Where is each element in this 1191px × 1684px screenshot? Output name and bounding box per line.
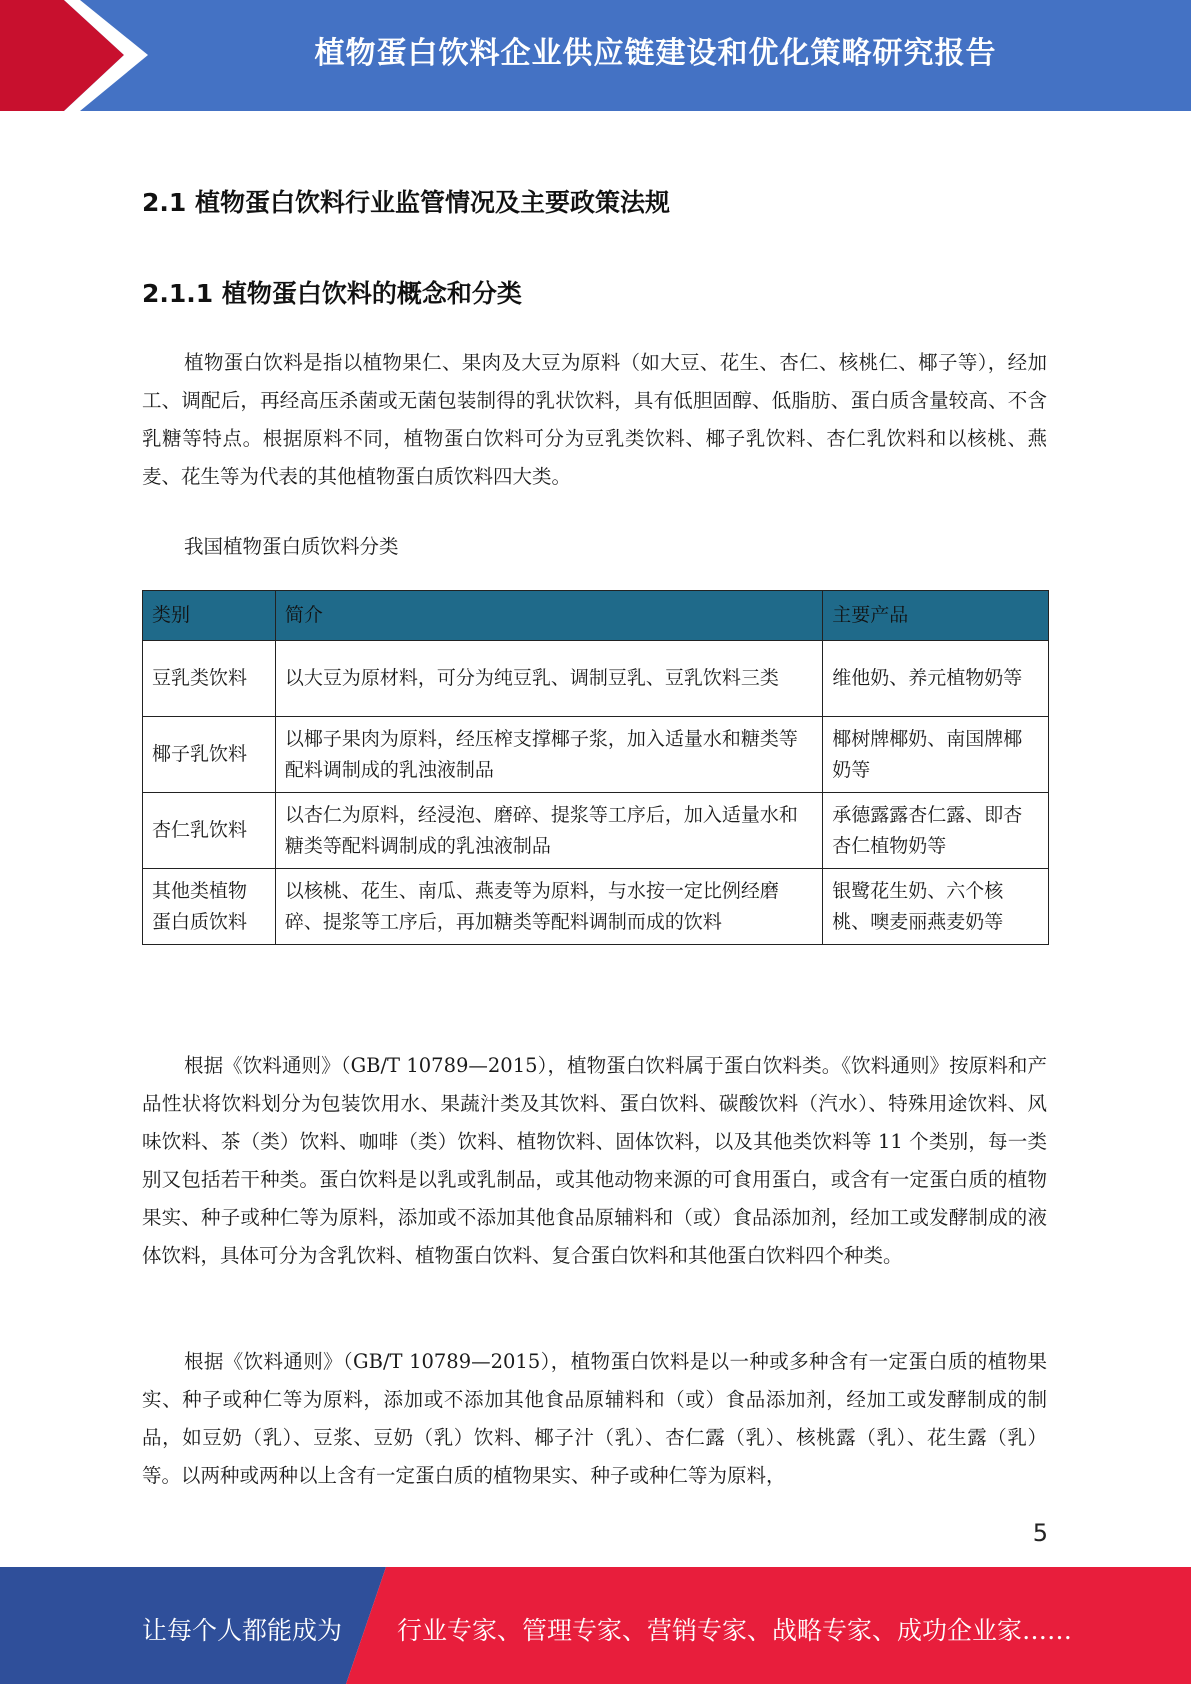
header-banner <box>0 0 1191 111</box>
cell-products: 椰树牌椰奶、南国牌椰奶等 <box>823 717 1049 793</box>
column-header-products: 主要产品 <box>823 591 1049 641</box>
table-row <box>143 717 1049 793</box>
cell-category: 豆乳类饮料 <box>143 641 276 717</box>
cell-category: 椰子乳饮料 <box>143 717 276 793</box>
cell-description: 以大豆为原材料，可分为纯豆乳、调制豆乳、豆乳饮料三类 <box>275 641 822 717</box>
footer-slogan-left: 让每个人都能成为 <box>142 1616 343 1645</box>
cell-description: 以椰子果肉为原料，经压榨支撑椰子浆，加入适量水和糖类等配料调制成的乳浊液制品 <box>275 717 822 793</box>
table-header-row <box>143 591 1049 641</box>
column-header-category: 类别 <box>143 591 276 641</box>
table-row <box>143 793 1049 869</box>
page-number: 5 <box>1032 1519 1048 1547</box>
cell-products: 银鹭花生奶、六个核桃、噢麦丽燕麦奶等 <box>823 869 1049 945</box>
cell-description: 以核桃、花生、南瓜、燕麦等为原料，与水按一定比例经磨碎、提浆等工序后，再加糖类等配料调制而成的饮料 <box>275 869 822 945</box>
cell-products: 维他奶、养元植物奶等 <box>823 641 1049 717</box>
cell-products: 承德露露杏仁露、即杏杏仁植物奶等 <box>823 793 1049 869</box>
paragraph-standard: 根据《饮料通则》（GB/T 10789—2015），植物蛋白饮料属于蛋白饮料类。《饮料通则》按原料和产品性状将饮料划分为包装饮用水、果蔬汁类及其饮料、蛋白饮料、碳酸饮料（汽水）、特殊用途饮料、风味饮料、茶（类）饮料、咖啡（类）饮料、植物饮料、固体饮料，以及其他类饮料等 11 个类别，每一类别又包括若干种类。蛋白饮料是以乳或乳制品，或其他动物来源的可食用蛋白，或含有一定蛋白质的植物果实、种子或种仁等为原料，添加或不添加其他食品原辅料和（或）食品添加剂，经加工或发酵制成的液体饮料，具体可分为含乳饮料、植物蛋白饮料、复合蛋白饮料和其他蛋白饮料四个种类。 <box>142 1054 1047 1267</box>
column-header-description: 简介 <box>275 591 822 641</box>
report-title: 植物蛋白饮料企业供应链建设和优化策略研究报告 <box>314 36 997 71</box>
footer-banner <box>0 1567 1191 1684</box>
paragraph-definition: 根据《饮料通则》（GB/T 10789—2015），植物蛋白饮料是以一种或多种含有一定蛋白质的植物果实、种子或种仁等为原料，添加或不添加其他食品原辅料和（或）食品添加剂，经加工或发酵制成的制品，如豆奶（乳）、豆浆、豆奶（乳）饮料、椰子汁（乳）、杏仁露（乳）、核桃露（乳）、花生露（乳）等。以两种或两种以上含有一定蛋白质的植物果实、种子或种仁等为原料， <box>142 1350 1047 1487</box>
classification-table <box>142 590 1049 945</box>
table-caption: 我国植物蛋白质饮料分类 <box>184 535 399 558</box>
cell-category: 杏仁乳饮料 <box>143 793 276 869</box>
cell-description: 以杏仁为原料，经浸泡、磨碎、提浆等工序后，加入适量水和糖类等配料调制成的乳浊液制品 <box>275 793 822 869</box>
subsection-heading: 2.1.1 植物蛋白饮料的概念和分类 <box>142 279 522 308</box>
cell-category: 其他类植物蛋白质饮料 <box>143 869 276 945</box>
paragraph-intro: 植物蛋白饮料是指以植物果仁、果肉及大豆为原料（如大豆、花生、杏仁、核桃仁、椰子等），经加工、调配后，再经高压杀菌或无菌包装制得的乳状饮料，具有低胆固醇、低脂肪、蛋白质含量较高、不含乳糖等特点。根据原料不同，植物蛋白饮料可分为豆乳类饮料、椰子乳饮料、杏仁乳饮料和以核桃、燕麦、花生等为代表的其他植物蛋白质饮料四大类。 <box>142 351 1047 488</box>
table-row <box>143 869 1049 945</box>
section-heading: 2.1 植物蛋白饮料行业监管情况及主要政策法规 <box>142 188 670 217</box>
table-row <box>143 641 1049 717</box>
footer-slogan-right: 行业专家、管理专家、营销专家、战略专家、成功企业家…… <box>397 1616 1073 1645</box>
